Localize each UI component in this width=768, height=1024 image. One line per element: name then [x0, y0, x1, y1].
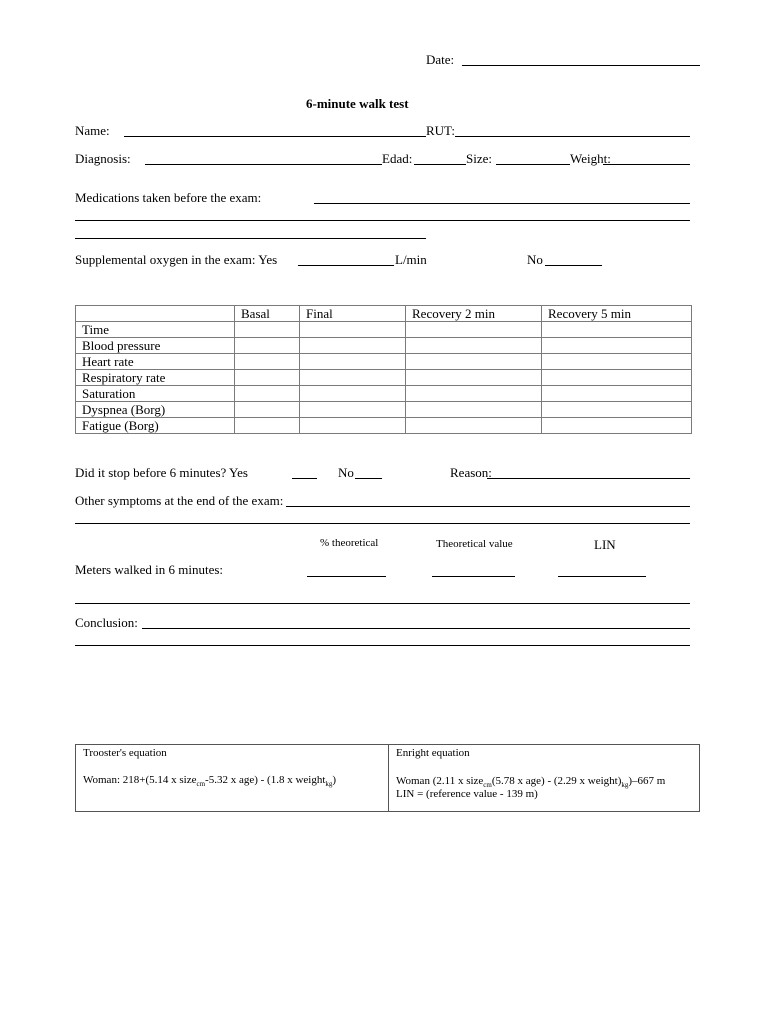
input-cell[interactable] — [542, 370, 692, 386]
row-label: Time — [76, 322, 235, 338]
input-cell[interactable] — [300, 370, 406, 386]
medications-label: Medications taken before the exam: — [75, 190, 262, 205]
table-row — [76, 354, 692, 370]
stop-no-label: No — [338, 465, 354, 480]
trooster-title: Trooster's equation — [83, 747, 167, 759]
table-row — [76, 418, 692, 434]
rut-label: RUT: — [426, 123, 455, 138]
table-row — [76, 386, 692, 402]
table-header-cell: Final — [300, 306, 406, 322]
edad-field[interactable] — [414, 164, 466, 165]
input-cell[interactable] — [300, 354, 406, 370]
conclusion-field-2[interactable] — [75, 645, 690, 646]
input-cell[interactable] — [300, 322, 406, 338]
row-label: Dyspnea (Borg) — [76, 402, 235, 418]
input-cell[interactable] — [235, 402, 300, 418]
pct-theoretical-header: % theoretical — [320, 537, 379, 549]
pct-theoretical-field[interactable] — [307, 576, 386, 577]
input-cell[interactable] — [406, 322, 542, 338]
other-symptoms-field-1[interactable] — [286, 506, 690, 507]
row-label: Saturation — [76, 386, 235, 402]
trooster-formula-part: ) — [332, 774, 337, 786]
lin-header: LIN — [594, 537, 616, 552]
input-cell[interactable] — [406, 354, 542, 370]
input-cell[interactable] — [406, 338, 542, 354]
oxygen-no-field[interactable] — [545, 265, 602, 266]
enright-formula-part: )–667 m — [628, 775, 666, 787]
trooster-formula-part: Woman: 218+(5.14 x size — [83, 774, 197, 786]
input-cell[interactable] — [300, 402, 406, 418]
input-cell[interactable] — [235, 338, 300, 354]
enright-formula-part: Woman (2.11 x size — [396, 775, 484, 787]
input-cell[interactable] — [235, 322, 300, 338]
row-label: Heart rate — [76, 354, 235, 370]
input-cell[interactable] — [300, 386, 406, 402]
trooster-panel — [76, 745, 389, 811]
input-cell[interactable] — [542, 386, 692, 402]
conclusion-field-1[interactable] — [142, 628, 690, 629]
input-cell[interactable] — [542, 418, 692, 434]
row-label: Blood pressure — [76, 338, 235, 354]
theoretical-value-field[interactable] — [432, 576, 515, 577]
enright-title: Enright equation — [396, 747, 470, 759]
name-label: Name: — [75, 123, 110, 138]
input-cell[interactable] — [406, 370, 542, 386]
table-row — [76, 370, 692, 386]
date-field[interactable] — [462, 65, 700, 66]
stop-yes-field[interactable] — [292, 478, 317, 479]
input-cell[interactable] — [542, 322, 692, 338]
measurements-table — [75, 305, 692, 434]
enright-unit-cm: cm — [483, 781, 492, 790]
table-row — [76, 338, 692, 354]
trooster-formula-part: -5.32 x age) - (1.8 x weight — [205, 774, 326, 786]
diagnosis-field[interactable] — [145, 164, 382, 165]
input-cell[interactable] — [542, 402, 692, 418]
oxygen-no-label: No — [527, 252, 543, 267]
trooster-unit-kg: kg — [325, 780, 333, 789]
reason-field[interactable] — [487, 478, 690, 479]
other-symptoms-field-2[interactable] — [75, 523, 690, 524]
table-header-row — [76, 306, 692, 322]
rut-field[interactable] — [455, 136, 690, 137]
input-cell[interactable] — [300, 338, 406, 354]
other-symptoms-label: Other symptoms at the end of the exam: — [75, 493, 284, 508]
trooster-formula — [83, 774, 336, 788]
page-title: 6-minute walk test — [306, 96, 409, 111]
table-header-cell: Basal — [235, 306, 300, 322]
theoretical-value-header: Theoretical value — [436, 538, 513, 550]
table-header-cell: Recovery 5 min — [542, 306, 692, 322]
row-label: Fatigue (Borg) — [76, 418, 235, 434]
size-field[interactable] — [496, 164, 570, 165]
weight-field[interactable] — [603, 164, 690, 165]
medications-field-3[interactable] — [75, 238, 426, 239]
meters-extra-line[interactable] — [75, 603, 690, 604]
diagnosis-label: Diagnosis: — [75, 151, 131, 166]
input-cell[interactable] — [235, 370, 300, 386]
table-header-cell: Recovery 2 min — [406, 306, 542, 322]
row-label: Respiratory rate — [76, 370, 235, 386]
medications-field-2[interactable] — [75, 220, 690, 221]
stop-no-field[interactable] — [355, 478, 382, 479]
lmin-label: L/min — [395, 252, 427, 267]
size-label: Size: — [466, 151, 492, 166]
conclusion-label: Conclusion: — [75, 615, 138, 630]
input-cell[interactable] — [406, 418, 542, 434]
input-cell[interactable] — [235, 354, 300, 370]
input-cell[interactable] — [235, 418, 300, 434]
name-field[interactable] — [124, 136, 426, 137]
input-cell[interactable] — [406, 402, 542, 418]
weight-label: Weight: — [570, 151, 611, 166]
table-header-cell — [76, 306, 235, 322]
input-cell[interactable] — [300, 418, 406, 434]
lin-field[interactable] — [558, 576, 646, 577]
enright-lin: LIN = (reference value - 139 m) — [396, 788, 538, 800]
enright-panel — [389, 745, 699, 811]
enright-formula-part: (5.78 x age) - (2.29 x weight) — [491, 775, 622, 787]
stop-question: Did it stop before 6 minutes? Yes — [75, 465, 248, 480]
medications-field-1[interactable] — [314, 203, 690, 204]
reason-label: Reason: — [450, 465, 492, 480]
meters-label: Meters walked in 6 minutes: — [75, 562, 224, 577]
input-cell[interactable] — [542, 338, 692, 354]
input-cell[interactable] — [406, 386, 542, 402]
oxygen-lmin-field[interactable] — [298, 265, 394, 266]
date-label: Date: — [426, 52, 455, 67]
oxygen-label: Supplemental oxygen in the exam: Yes — [75, 252, 278, 267]
table-row — [76, 322, 692, 338]
input-cell[interactable] — [542, 354, 692, 370]
edad-label: Edad: — [382, 151, 413, 166]
input-cell[interactable] — [235, 386, 300, 402]
table-row — [76, 402, 692, 418]
equations-box — [75, 744, 700, 812]
trooster-unit-cm: cm — [196, 780, 206, 789]
enright-unit-kg: kg — [621, 781, 629, 790]
